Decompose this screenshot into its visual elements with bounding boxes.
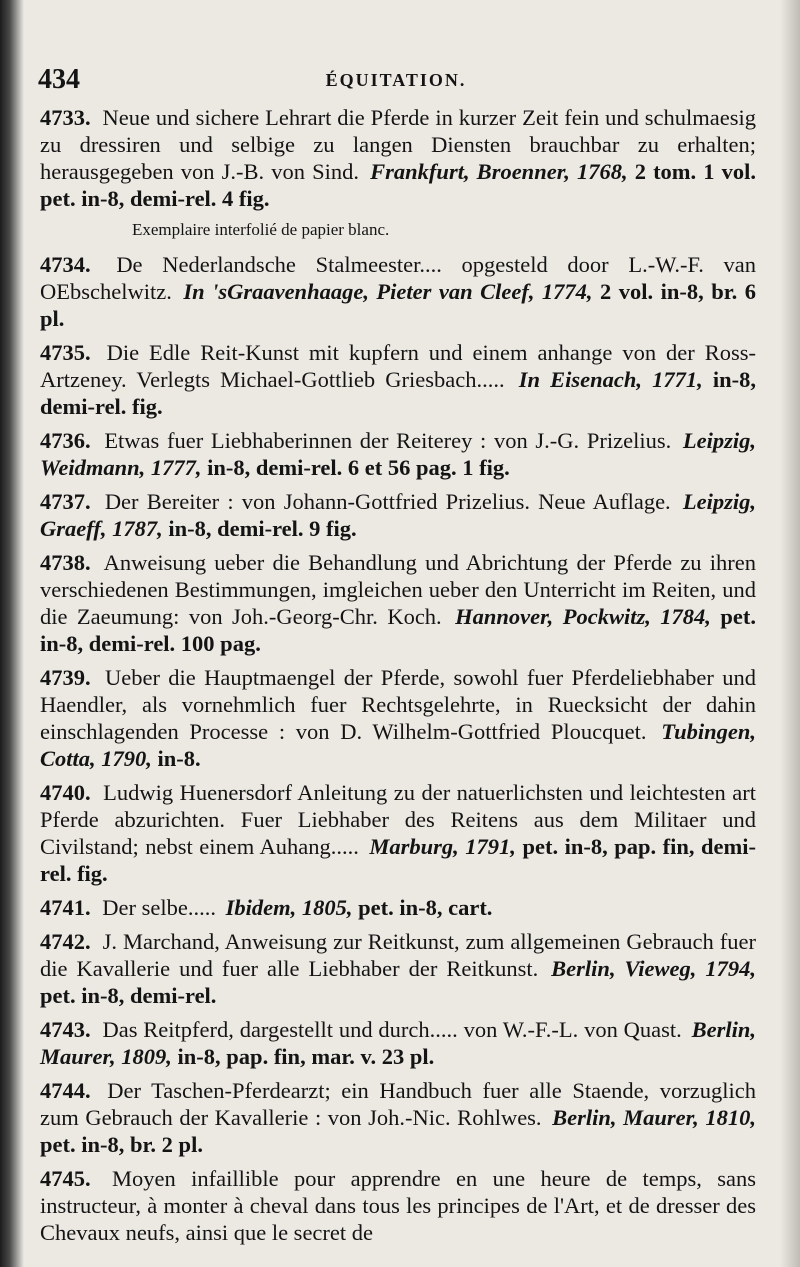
entry-imprint: Ibidem, 1805, — [225, 895, 353, 920]
catalog-entry-4740 — [36, 779, 756, 887]
entry-format: 2 tom. 1 vol. pet. in-8, demi-rel. 4 fig. — [40, 159, 757, 211]
catalog-entry-4741 — [36, 894, 756, 921]
entry-imprint: Berlin, Vieweg, 1794, — [551, 956, 756, 981]
entry-format: pet. in-8, demi-rel. — [40, 983, 217, 1008]
entry-title: Anweisung ueber die Behandlung und Abrichtung der Pferde zu ihren verschiedenen Bestimmungen, imgleichen ueber den Unterricht im Reiten, und die Zaeumung: von Joh.-Georg-Chr. Koch. — [40, 550, 756, 629]
entry-title: Der Taschen-Pferdearzt; ein Handbuch fuer alle Staende, vorzuglich zum Gebrauch der Kavallerie : von Joh.-Nic. Rohlwes. — [40, 1078, 756, 1130]
entry-imprint: Leipzig, Graeff, 1787, — [40, 489, 756, 541]
catalog-entry-4744 — [36, 1077, 756, 1158]
entry-imprint: Marburg, 1791, — [369, 834, 516, 859]
entry-format: pet. in-8, demi-rel. 100 pag. — [40, 604, 757, 656]
entry-imprint: Leipzig, Weidmann, 1777, — [40, 428, 757, 480]
entry-number: 4742. — [40, 929, 91, 954]
entry-title: Ludwig Huenersdorf Anleitung zu der natuerlichsten und leichtesten art Pferde abzurichten. Fuer Liebhaber des Reitens aus dem Militaer und Civilstand; nebst einem Auhang..... — [40, 780, 756, 859]
entry-imprint: Frankfurt, Broenner, 1768, — [370, 159, 628, 184]
catalog-entries — [36, 104, 756, 1246]
entry-number: 4745. — [40, 1166, 91, 1191]
entry-imprint: Berlin, Maurer, 1809, — [40, 1017, 756, 1069]
entry-format: in-8. — [157, 746, 201, 771]
entry-number: 4744. — [40, 1078, 91, 1103]
catalog-entry-4737 — [36, 488, 756, 542]
entry-number: 4734. — [40, 252, 91, 277]
entry-imprint: Hannover, Pockwitz, 1784, — [455, 604, 711, 629]
entry-title: Der Bereiter : von Johann-Gottfried Prizelius. Neue Auflage. — [104, 489, 671, 514]
running-head: ÉQUITATION. — [325, 70, 467, 90]
entry-format: in-8, demi-rel. 9 fig. — [168, 516, 357, 541]
entry-number: 4740. — [40, 780, 91, 805]
page-header — [36, 64, 756, 98]
entry-title: Ueber die Hauptmaengel der Pferde, sowohl fuer Pferdeliebhaber und Haendler, als vornehmlich fuer Rechtsgelehrte, in Ruecksicht der dahin einschlagenden Processe : von D. Wilhelm-Gottfried Ploucquet. — [40, 665, 756, 744]
catalog-entry-4742 — [36, 928, 756, 1009]
entry-note: Exemplaire interfolié de papier blanc. — [132, 220, 390, 239]
entry-imprint: In Eisenach, 1771, — [518, 367, 703, 392]
entry-title: Die Edle Reit-Kunst mit kupfern und einem anhange von der Ross-Artzeney. Verlegts Michael-Gottlieb Griesbach..... — [40, 340, 757, 392]
entry-title: Moyen infaillible pour apprendre en une heure de temps, sans instructeur, à monter à cheval dans tous les principes de l'Art, et de dresser des Chevaux neufs, ainsi que le secret de — [40, 1166, 757, 1245]
entry-title: Das Reitpferd, dargestellt und durch..... von W.-F.-L. von Quast. — [102, 1017, 682, 1042]
page-number: 434 — [38, 64, 80, 95]
entry-title: Der selbe..... — [102, 895, 216, 920]
entry-number: 4736. — [40, 428, 91, 453]
entry-title: Etwas fuer Liebhaberinnen der Reiterey : von J.-G. Prizelius. — [104, 428, 672, 453]
catalog-entry-4738 — [36, 549, 756, 657]
entry-format: in-8, demi-rel. 6 et 56 pag. 1 fig. — [207, 455, 510, 480]
entry-format: pet. in-8, br. 2 pl. — [40, 1132, 203, 1157]
entry-number: 4737. — [40, 489, 91, 514]
entry-number: 4738. — [40, 550, 91, 575]
entry-format: pet. in-8, cart. — [358, 895, 493, 920]
entry-imprint: In 'sGraavenhaage, Pieter van Cleef, 1774, — [183, 279, 593, 304]
catalog-entry-4745 — [36, 1165, 756, 1246]
entry-imprint: Tubingen, Cotta, 1790, — [40, 719, 757, 771]
entry-number: 4741. — [40, 895, 91, 920]
catalog-entry-4735 — [36, 339, 756, 420]
entry-number: 4739. — [40, 665, 91, 690]
entry-imprint: Berlin, Maurer, 1810, — [552, 1105, 756, 1130]
catalog-entry-4743 — [36, 1016, 756, 1070]
entry-number: 4743. — [40, 1017, 91, 1042]
catalog-entry-4734 — [36, 251, 756, 332]
catalog-entry-4733 — [36, 104, 756, 212]
catalog-entry-4736 — [36, 427, 756, 481]
entry-format: in-8, demi-rel. fig. — [40, 367, 757, 419]
entry-title: De Nederlandsche Stalmeester.... opgesteld door L.-W.-F. van OEbschelwitz. — [40, 252, 756, 304]
entry-format: 2 vol. in-8, br. 6 pl. — [40, 279, 757, 331]
entry-title: J. Marchand, Anweisung zur Reitkunst, zum allgemeinen Gebrauch fuer die Kavallerie und fuer alle Liebhaber der Reitkunst. — [40, 929, 757, 981]
entry-number: 4733. — [40, 105, 91, 130]
entry-format: pet. in-8, pap. fin, demi-rel. fig. — [40, 834, 756, 886]
entry-title: Neue und sichere Lehrart die Pferde in kurzer Zeit fein und schulmaesig zu dressiren und selbige zu langen Diensten brauchbar zu erhalten; herausgegeben von J.-B. von Sind. — [40, 105, 756, 184]
catalog-entry-4739 — [36, 664, 756, 772]
entry-format: in-8, pap. fin, mar. v. 23 pl. — [177, 1044, 435, 1069]
entry-number: 4735. — [40, 340, 91, 365]
